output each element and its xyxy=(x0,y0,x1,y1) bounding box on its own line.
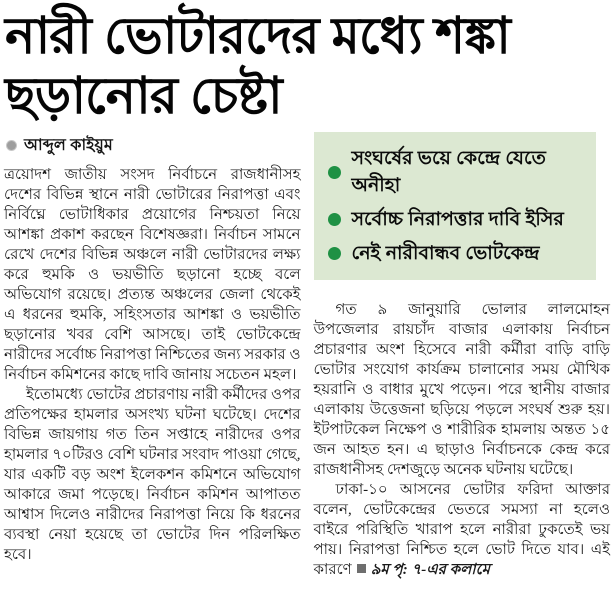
jump-square-icon xyxy=(357,564,366,573)
left-paragraph-2: ইতোমধ্যে ভোটের প্রচারণায় নারী কর্মীদের ওপর প্রতিপক্ষের হামলার অসংখ্য ঘটনা ঘটেছে। দেশের বিভিন্ন জায়গায় গত তিন সপ্তাহে নারীদের ওপর হামলার ৭০টিরও বেশি ঘটনার সংবাদ পাওয়া গেছে, যার একটি বড় অংশ ইলেকশন কমিশনে অভিযোগ আকারে জমা পড়েছে। নির্বাচন কমিশন আপাতত আশ্বাস দিলেও নারীদের নিরাপত্তা নিয়ে কি ধরনের ব্যবস্থা নেয়া হয়েছে তা ভোটের দিন পরিলক্ষিত হবে। xyxy=(4,387,301,564)
summary-item xyxy=(328,240,589,267)
byline xyxy=(6,132,301,159)
article-headline: নারী ভোটারদের মধ্যে শঙ্কা ছড়ানোর চেষ্টা xyxy=(5,7,510,125)
left-column-text xyxy=(4,165,301,565)
left-column xyxy=(4,130,301,580)
summary-item-text: নেই নারীবান্ধব ভোটকেন্দ্র xyxy=(351,243,540,265)
right-paragraph-2-text: ঢাকা-১০ আসনের ভোটার ফরিদা আক্তার বলেন, ভোটকেন্দ্রের ভেতরে সমস্যা না হলেও বাইরে পরিস্থিতি খারাপ হলে নারীরা ঢুকতেই ভয় পায়। নিরাপত্তা নিশ্চিত হলে ভোট দিতে যাব। এই কারণে xyxy=(313,482,610,579)
summary-item-text: সর্বোচ্চ নিরাপত্তার দাবি ইসির xyxy=(351,209,564,231)
green-bullet-icon xyxy=(328,166,341,179)
byline-bullet-icon xyxy=(6,140,17,151)
right-paragraph-2 xyxy=(314,480,611,580)
right-paragraph-1: গত ৯ জানুয়ারি ভোলার লালমোহন উপজেলার রায়চাঁদ বাজার এলাকায় নির্বাচন প্রচারণার অংশ হিসেবে নারী কর্মীরা বাড়ি বাড়ি ভোটার সংযোগ কার্যক্রম চালানোর সময় মৌখিক হয়রানি ও বাধার মুখে পড়েন। পরে স্থানীয় বাজার এলাকায় উত্তেজনা ছড়িয়ে পড়লে সংঘর্ষ শুরু হয়। ইটপাটকেল নিক্ষেপ ও শারীরিক হামলায় অন্তত ১৫ জন আহত হন। এ ছাড়াও নির্বাচনকে কেন্দ্র করে রাজধানীসহ দেশজুড়ে অনেক ঘটনায় ঘটেছে। xyxy=(313,302,610,479)
byline-author: আব্দুল কাইয়ুম xyxy=(24,137,113,155)
article-columns xyxy=(0,130,613,580)
right-column xyxy=(314,130,611,580)
continuation-note: ৯ম পৃ: ৭-এর কলামে xyxy=(370,562,490,579)
summary-item xyxy=(328,206,589,233)
summary-highlight-box xyxy=(314,132,597,280)
left-paragraph-1: ত্রয়োদশ জাতীয় সংসদ নির্বাচনে রাজধানীসহ দেশের বিভিন্ন স্থানে নারী ভোটারের নিরাপত্তা এবং নির্বিঘ্নে ভোটাধিকার প্রয়োগের নিশ্চয়তা নিয়ে আশঙ্কা প্রকাশ করছেন বিশেষজ্ঞরা। নির্বাচন সামনে রেখে দেশের বিভিন্ন অঞ্চলে নারী ভোটারদের লক্ষ্য করে হুমকি ও ভয়ভীতি ছড়ানো হচ্ছে বলে অভিযোগ রয়েছে। প্রত্যন্ত অঞ্চলের জেলা থেকেই এ ধরনের হুমকি, সহিংসতার আশঙ্কা ও ভয়ভীতি ছড়ানোর খবর বেশি আসছে। তাই ভোটকেন্দ্রে নারীদের সর্বোচ্চ নিরাপত্তা নিশ্চিতের জন্য সরকার ও নির্বাচন কমিশনের কাছে দাবি জানায় সচেতন মহল। xyxy=(4,167,301,384)
green-bullet-icon xyxy=(328,247,341,260)
right-column-text xyxy=(314,300,611,580)
summary-item xyxy=(328,145,589,199)
summary-item-text: সংঘর্ষের ভয়ে কেন্দ্রে যেতে অনীহা xyxy=(351,148,546,197)
green-bullet-icon xyxy=(328,213,341,226)
